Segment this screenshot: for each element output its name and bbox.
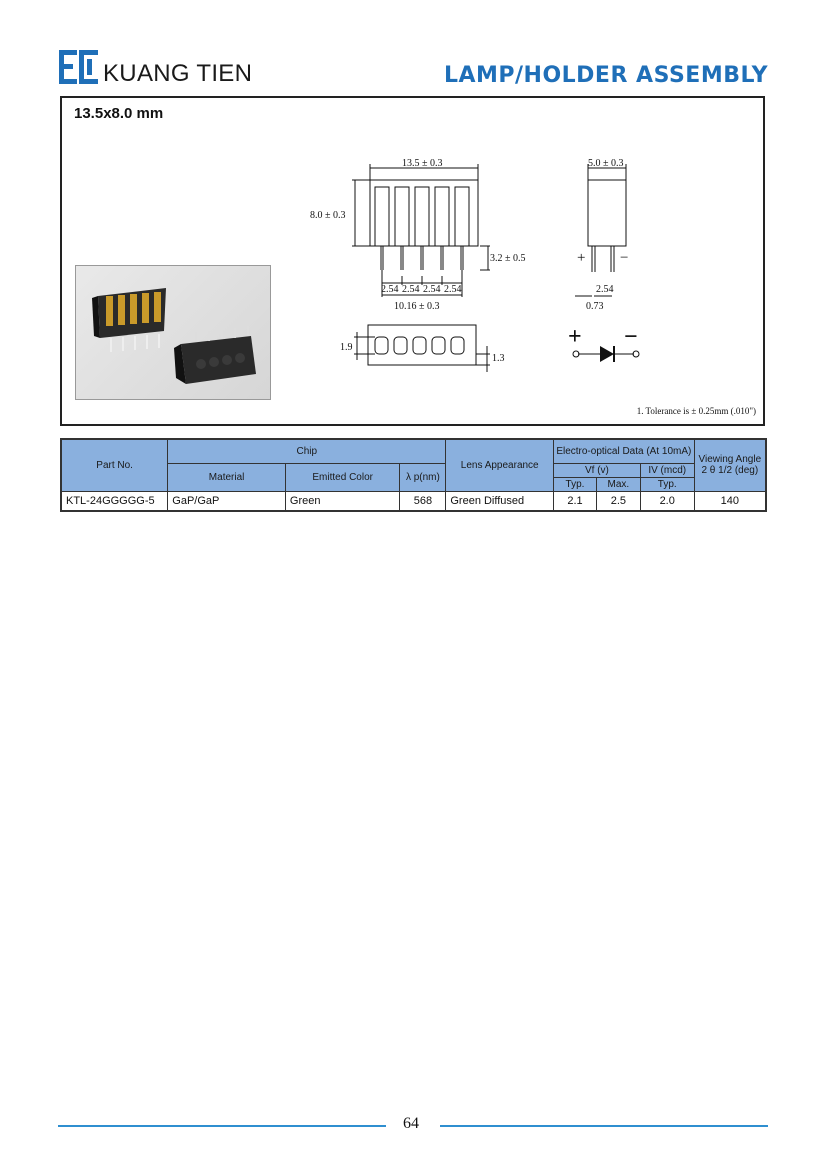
dim-pitch-4: 2.54 (444, 284, 462, 295)
dim-side-width: 5.0 ± 0.3 (588, 158, 624, 169)
col-eo: Electro-optical Data (At 10mA) (554, 439, 695, 463)
col-vf: Vf (v) (554, 463, 641, 477)
cell-iv-typ: 2.0 (640, 491, 694, 511)
page-number: 64 (403, 1115, 419, 1132)
cell-angle: 140 (694, 491, 766, 511)
cell-part-no: KTL-24GGGGG-5 (61, 491, 168, 511)
col-iv: IV (mcd) (640, 463, 694, 477)
table-row (61, 491, 766, 511)
brand-name: KUANG TIEN (103, 60, 253, 87)
col-lens: Lens Appearance (446, 439, 554, 491)
dim-top-height: 1.9 (340, 342, 353, 353)
side-minus-sign: − (620, 250, 629, 266)
col-chip: Chip (168, 439, 446, 463)
cell-lambda: 568 (400, 491, 446, 511)
col-vf-typ: Typ. (554, 477, 597, 491)
col-angle: Viewing Angle 2 θ 1/2 (deg) (694, 439, 766, 491)
cell-vf-max: 2.5 (596, 491, 640, 511)
dim-total-pitch: 10.16 ± 0.3 (394, 301, 440, 312)
product-photo (75, 265, 271, 400)
side-plus-sign: + (577, 250, 586, 266)
dim-pitch-3: 2.54 (423, 284, 441, 295)
footer-line-left (58, 1125, 386, 1127)
dim-side-lead: 0.73 (586, 301, 604, 312)
diode-minus-sign: − (624, 324, 638, 350)
dim-top-offset: 1.3 (492, 353, 505, 364)
footer-line-right (440, 1125, 768, 1127)
col-part-no: Part No. (61, 439, 168, 491)
dim-pitch-1: 2.54 (381, 284, 399, 295)
cell-material: GaP/GaP (168, 491, 286, 511)
cell-lens: Green Diffused (446, 491, 554, 511)
dim-pitch-2: 2.54 (402, 284, 420, 295)
cell-vf-typ: 2.1 (554, 491, 597, 511)
col-material: Material (168, 463, 286, 491)
size-label: 13.5x8.0 mm (74, 105, 164, 122)
spec-table (60, 438, 767, 512)
diode-plus-sign: + (568, 324, 582, 350)
dim-lead-length: 3.2 ± 0.5 (490, 253, 526, 264)
tolerance-note: 1. Tolerance is ± 0.25mm (.010") (636, 406, 756, 416)
col-vf-max: Max. (596, 477, 640, 491)
dim-height-front: 8.0 ± 0.3 (310, 210, 346, 221)
dim-width-front: 13.5 ± 0.3 (402, 158, 443, 169)
cell-color: Green (285, 491, 400, 511)
page-title: LAMP/HOLDER ASSEMBLY (443, 63, 768, 88)
dim-side-pitch: 2.54 (596, 284, 614, 295)
kuang-tien-logo-icon (58, 49, 100, 85)
col-iv-typ: Typ. (640, 477, 694, 491)
col-emitted-color: Emitted Color (285, 463, 400, 491)
dimension-drawing (310, 150, 660, 375)
col-lambda: λ p(nm) (400, 463, 446, 491)
